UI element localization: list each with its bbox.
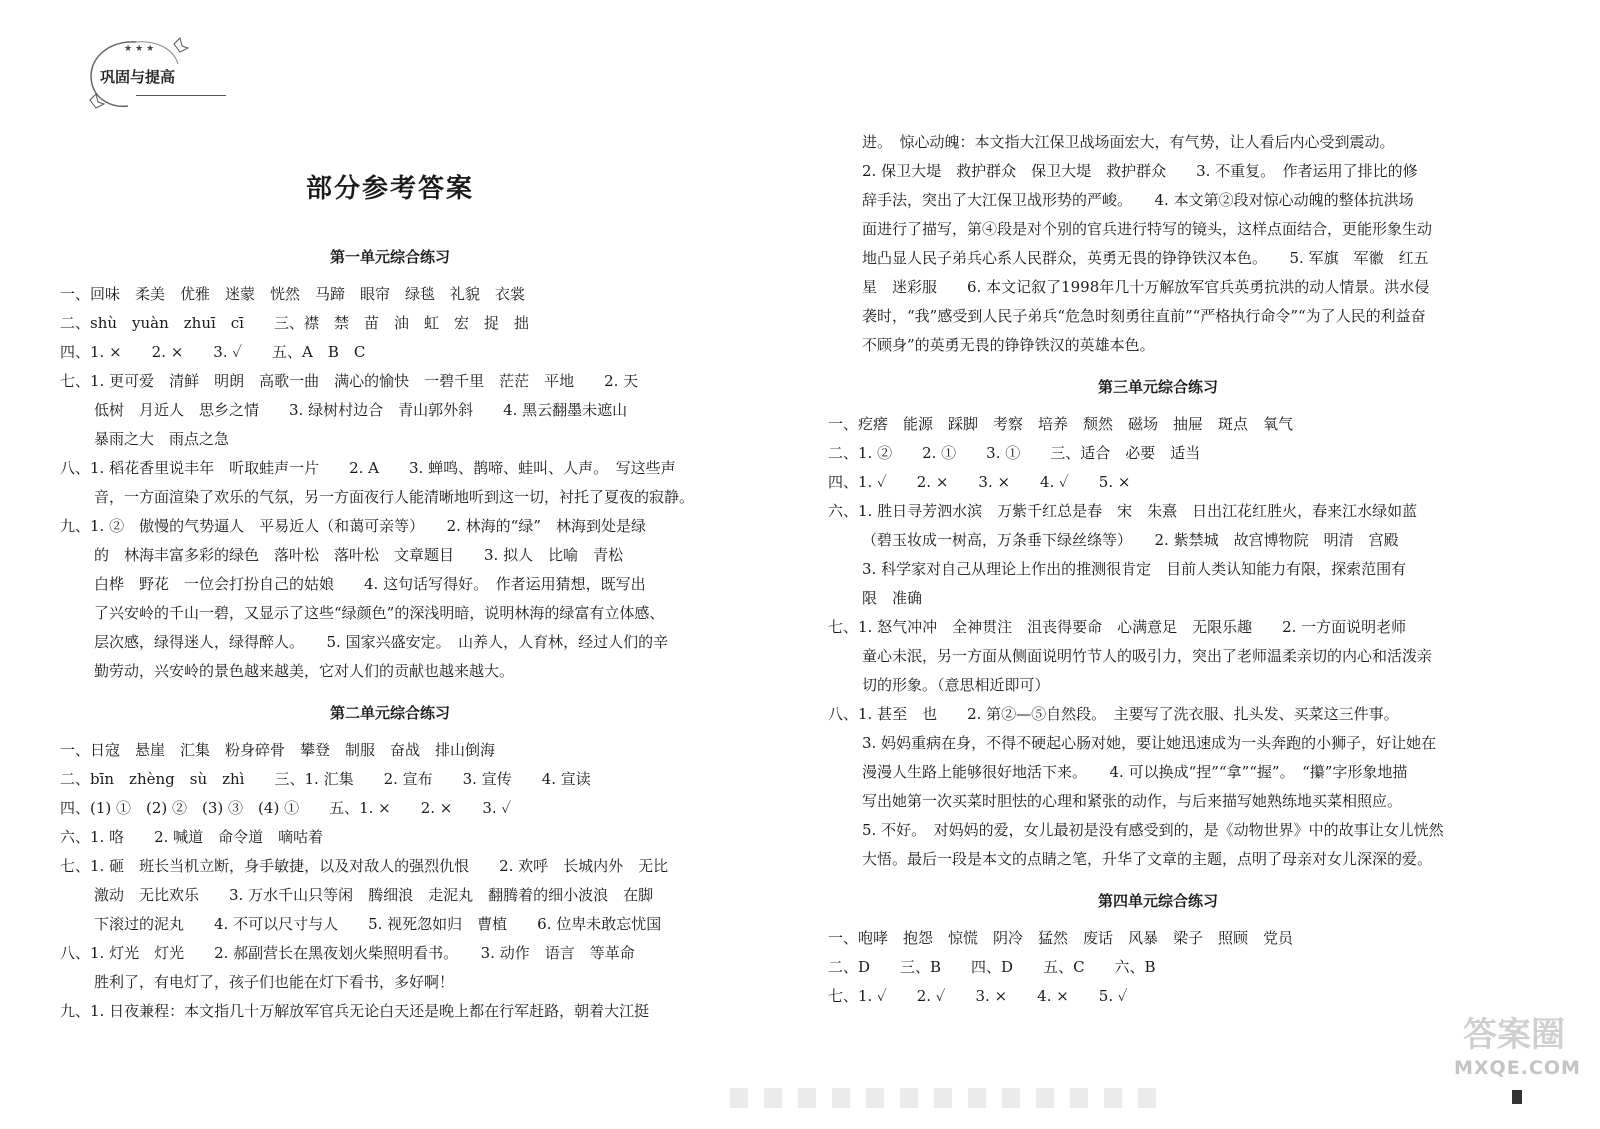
answer-line: 大悟。最后一段是本文的点睛之笔，升华了文章的主题，点明了母亲对女儿深深的爱。: [862, 850, 1433, 868]
answer-line: （碧玉妆成一树高，万条垂下绿丝绦等） 2. 紫禁城 故宫博物院 明清 宫殿: [862, 531, 1399, 549]
answer-line: 层次感，绿得迷人，绿得醉人。 5. 国家兴盛安定。 山养人，人育林，经过人们的辛: [94, 633, 669, 651]
left-content: [60, 230, 720, 1026]
unit4-heading: 第四单元综合练习: [1097, 892, 1218, 910]
answer-line: 面进行了描写，第④段是对个别的官兵进行特写的镜头，这样点面结合，更能形象生动: [862, 220, 1433, 238]
answer-line: 童心未泯，另一方面从侧面说明竹节人的吸引力，突出了老师温柔亲切的内心和活泼亲: [862, 647, 1433, 665]
badge-title: 巩固与提高: [100, 68, 176, 86]
answer-line: 二、1. ② 2. ① 3. ① 三、适合 必要 适当: [828, 444, 1201, 462]
watermark-title: 答案圈: [1463, 1015, 1565, 1055]
answer-line: 辞手法，突出了大江保卫战形势的严峻。 4. 本文第②段对惊心动魄的整体抗洪场: [862, 191, 1414, 209]
answer-line: 四、1. ✓ 2. × 3. × 4. ✓ 5. ×: [828, 473, 1131, 491]
answer-line: 限 准确: [862, 589, 923, 607]
answer-line: 了兴安岭的千山一碧，又显示了这些“绿颜色”的深浅明暗，说明林海的绿富有立体感、: [94, 604, 665, 622]
answer-line: 低树 月近人 思乡之情 3. 绿树村边合 青山郭外斜 4. 黑云翻墨未遮山: [94, 401, 628, 419]
answer-line: 七、1. 砸 班长当机立断，身手敏捷，以及对敌人的强烈仇恨 2. 欢呼 长城内外 无比: [60, 857, 669, 875]
answer-line: 一、回味 柔美 优雅 迷蒙 恍然 马蹄 眼帘 绿毯 礼貌 衣裳: [60, 285, 526, 303]
answer-line: 七、1. ✓ 2. ✓ 3. × 4. × 5. ✓: [828, 987, 1128, 1005]
answer-line: 3. 科学家对自己从理论上作出的推测很肯定 目前人类认知能力有限，探索范围有: [862, 560, 1407, 578]
answer-line: 3. 妈妈重病在身，不得不硬起心肠对她，要让她迅速成为一头奔跑的小狮子，好让她在: [862, 734, 1437, 752]
answer-line: 六、1. 咯 2. 喊道 命令道 嘀咕着: [60, 828, 324, 846]
answer-line: 八、1. 稻花香里说丰年 听取蛙声一片 2. A 3. 蝉鸣、鹊啼、蛙叫、人声。 写这些声: [60, 459, 676, 477]
answer-line: 地凸显人民子弟兵心系人民群众，英勇无畏的铮铮铁汉本色。 5. 军旗 军徽 红五: [862, 249, 1429, 267]
page-title: 部分参考答案: [305, 174, 474, 204]
answer-line: 进。 惊心动魄：本文指大江保卫战场面宏大，有气势，让人看后内心受到震动。: [862, 133, 1395, 151]
answer-line: 不顾身”的英勇无畏的铮铮铁汉的英雄本色。: [862, 336, 1155, 354]
answer-line: 七、1. 怒气冲冲 全神贯注 沮丧得要命 心满意足 无限乐趣 2. 一方面说明老师: [828, 618, 1407, 636]
answer-line: 白桦 野花 一位会打扮自己的姑娘 4. 这句话写得好。 作者运用猜想，既写出: [94, 575, 646, 593]
answer-line: 袭时，“我”感受到人民子弟兵“危急时刻勇往直前”“严格执行命令”“为了人民的利益奋: [862, 307, 1426, 325]
answer-line: 九、1. ② 傲慢的气势逼人 平易近人（和蔼可亲等） 2. 林海的“绿” 林海到处是绿: [60, 517, 646, 535]
answer-line: 四、(1) ① (2) ② (3) ③ (4) ① 五、1. × 2. × 3. ✓: [60, 799, 512, 817]
answer-line: 一、咆哮 抱怨 惊慌 阴冷 猛然 废话 风暴 梁子 照顾 党员: [828, 929, 1294, 947]
answer-line: 激动 无比欢乐 3. 万水千山只等闲 腾细浪 走泥丸 翻腾着的细小波浪 在脚: [94, 886, 654, 904]
answer-line: 胜利了，有电灯了，孩子们也能在灯下看书，多好啊！: [94, 973, 455, 991]
answer-line: 下滚过的泥丸 4. 不可以尺寸与人 5. 视死忽如归 曹植 6. 位卑未敢忘忧国: [94, 915, 662, 933]
unit4-answers: [828, 924, 1488, 1011]
unit1-heading: 第一单元综合练习: [329, 248, 450, 266]
answer-line: 二、D 三、B 四、D 五、C 六、B: [828, 958, 1156, 976]
unit2-heading: 第二单元综合练习: [329, 704, 450, 722]
badge-stars: ★★★: [124, 44, 158, 54]
answer-line: 四、1. × 2. × 3. ✓ 五、A B C: [60, 343, 366, 361]
unit1-answers: [60, 280, 720, 686]
answer-line: 九、1. 日夜兼程：本文指几十万解放军官兵无论白天还是晚上都在行军赶路，朝着大江挺: [60, 1002, 650, 1020]
answer-line: 七、1. 更可爱 清鲜 明朗 高歌一曲 满心的愉快 一碧千里 茫茫 平地 2. 天: [60, 372, 639, 390]
answer-line: 星 迷彩服 6. 本文记叙了1998年几十万解放军官兵英勇抗洪的动人情景。洪水侵: [862, 278, 1430, 296]
watermark-logo: [1454, 1013, 1581, 1101]
badge-divider: [136, 95, 226, 96]
unit3-answers: [828, 410, 1488, 874]
answer-line: 一、疙瘩 能源 踩脚 考察 培养 颓然 磁场 抽屉 斑点 氧气: [828, 415, 1294, 433]
answer-line: 八、1. 灯光 灯光 2. 郝副营长在黑夜划火柴照明看书。 3. 动作 语言 等革命: [60, 944, 635, 962]
scan-artifact: [730, 1088, 1170, 1108]
answer-line: 六、1. 胜日寻芳泗水滨 万紫千红总是春 宋 朱熹 日出江花红胜火，春来江水绿如蓝: [828, 502, 1418, 520]
right-content: [828, 128, 1488, 1011]
answer-line: 音，一方面渲染了欢乐的气氛，另一方面夜行人能清晰地听到这一切，衬托了夏夜的寂静。: [94, 488, 695, 506]
section-badge: [78, 30, 218, 110]
unit3-heading: 第三单元综合练习: [1097, 378, 1218, 396]
answer-line: 漫漫人生路上能够很好地活下来。 4. 可以换成“捏”“拿”“握”。 “攥”字形象地描: [862, 763, 1408, 781]
unit2-answers: [60, 736, 720, 1026]
answer-line: 二、shù yuàn zhuī cī 三、襟 禁 苗 油 虹 宏 捉 拙: [60, 314, 529, 332]
answer-line: 2. 保卫大堤 救护群众 保卫大堤 救护群众 3. 不重复。 作者运用了排比的修: [862, 162, 1418, 180]
answer-line: 写出她第一次买菜时胆怯的心理和紧张的动作，与后来描写她熟练地买菜相照应。: [862, 792, 1403, 810]
answer-line: 二、bīn zhèng sù zhì 三、1. 汇集 2. 宣布 3. 宣传 4. 宣读: [60, 770, 591, 788]
answer-line: 的 林海丰富多彩的绿色 落叶松 落叶松 文章题目 3. 拟人 比喻 青松: [94, 546, 624, 564]
answer-line: 一、日寇 悬崖 汇集 粉身碎骨 攀登 制服 奋战 排山倒海: [60, 741, 496, 759]
answer-line: 切的形象。（意思相近即可）: [862, 676, 1050, 694]
answer-line: 暴雨之大 雨点之急: [94, 430, 230, 448]
answer-line: 5. 不好。 对妈妈的爱，女儿最初是没有感受到的，是《动物世界》中的故事让女儿恍然: [862, 821, 1444, 839]
answer-line: 八、1. 甚至 也 2. 第②—⑤自然段。 主要写了洗衣服、扎头发、买菜这三件事。: [828, 705, 1399, 723]
unit2-continued: [828, 128, 1488, 360]
watermark-url: MXQE.COM: [1454, 1057, 1581, 1079]
answer-line: 勤劳动，兴安岭的景色越来越美，它对人们的贡献也越来越大。: [94, 662, 515, 680]
